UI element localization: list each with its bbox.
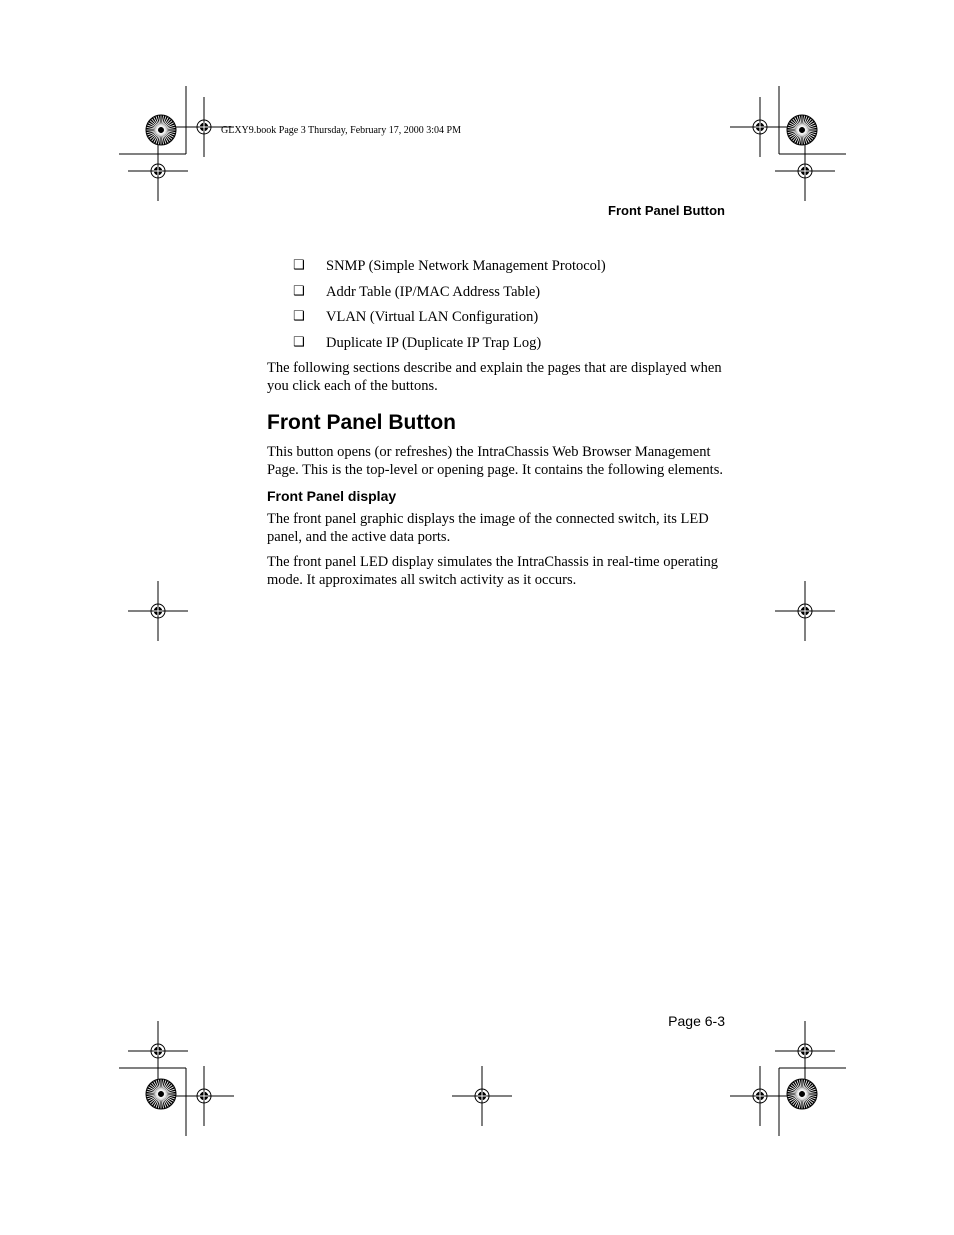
list-item (293, 256, 606, 282)
star-target-icon (146, 1079, 176, 1109)
checkbox-bullet-icon: ❑ (293, 283, 305, 299)
intro-paragraph: The following sections describe and explain the pages that are displayed when you click each of the buttons. (267, 360, 722, 394)
star-target-icon (787, 115, 817, 145)
checkbox-bullet-icon: ❑ (293, 334, 305, 350)
list-item-text: Duplicate IP (Duplicate IP Trap Log) (326, 334, 542, 351)
checkbox-bullet-icon: ❑ (293, 309, 305, 324)
slug-line: GLXY9.book Page 3 Thursday, February 17, 2000 3:04 PM (221, 125, 461, 136)
subsection-heading: Front Panel display (267, 488, 397, 504)
running-head: Front Panel Button (608, 203, 725, 218)
list-item-text: VLAN (Virtual LAN Configuration) (326, 309, 539, 325)
checkbox-bullet-icon: ❑ (293, 258, 305, 273)
subsection-paragraph: The front panel graphic displays the image of the connected switch, its LED panel, and the active data ports. (267, 511, 709, 545)
list-item-text: Addr Table (IP/MAC Address Table) (326, 283, 541, 300)
list-item (293, 307, 606, 333)
subsection-paragraph: The front panel LED display simulates the IntraChassis in real-time operating mode. It approximates all switch activity as it occurs. (267, 554, 718, 588)
bullet-list (293, 256, 606, 358)
star-target-icon (787, 1079, 817, 1109)
star-target-icon (146, 115, 176, 145)
section-heading: Front Panel Button (267, 411, 456, 434)
list-item (293, 333, 606, 359)
list-item-text: SNMP (Simple Network Management Protocol) (326, 258, 606, 274)
list-item (293, 282, 606, 308)
section-paragraph: This button opens (or refreshes) the IntraChassis Web Browser Management Page. This is the top-level or opening page. It contains the following elements. (267, 444, 723, 478)
page-number: Page 6-3 (668, 1013, 725, 1029)
